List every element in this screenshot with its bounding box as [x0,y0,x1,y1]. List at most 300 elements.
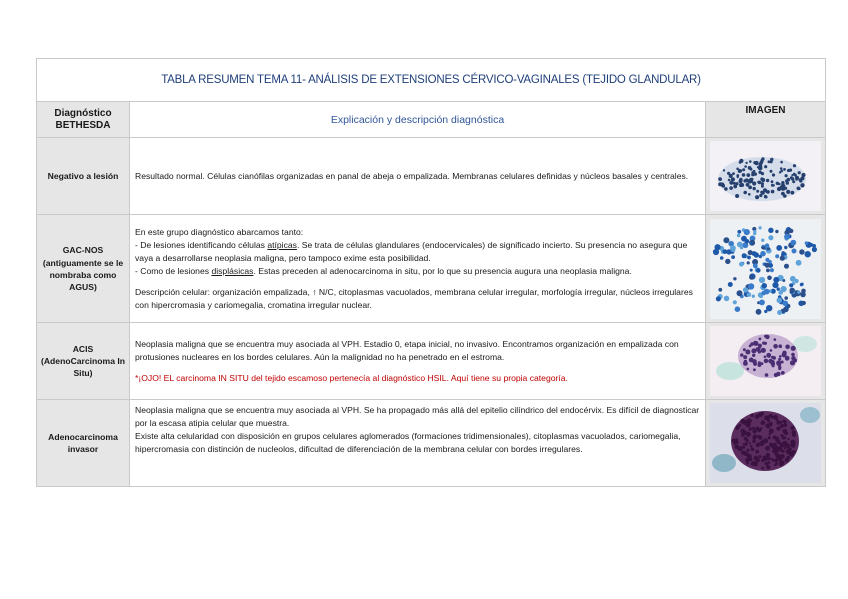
cell-nucleus [749,160,752,163]
cell-nucleus [768,260,772,264]
cell-nucleus [748,283,754,289]
cell-nucleus [737,229,741,233]
cell-nucleus [738,446,743,451]
cell-nucleus [754,252,759,257]
cell-nucleus [768,461,771,464]
cell-nucleus [743,355,747,359]
cell-nucleus [759,162,762,165]
cell-nucleus [723,237,729,243]
cell-nucleus [751,414,754,417]
cell-nucleus [755,195,759,199]
cell-nucleus [752,294,755,297]
cell-nucleus [771,190,775,194]
warning-note: *¡OJO! EL carcinoma IN SITU del tejido escamoso pertenecía al diagnóstico HSIL. Aquí tiene su propia categoría. [135,372,568,383]
cell-nucleus [761,348,766,353]
cell-nucleus [750,445,753,448]
cell-nucleus [774,373,778,377]
cell-nucleus [740,245,743,248]
cell-nucleus [773,344,778,349]
cell-nucleus [765,446,770,451]
cell-nucleus [800,183,804,187]
cell-nucleus [759,338,762,341]
cell-nucleus [812,244,816,248]
cell-nucleus [765,462,768,465]
cell-nucleus [767,354,771,358]
cell-nucleus [776,426,780,430]
cell-nucleus [753,368,756,371]
cell-nucleus [761,238,764,241]
diagnosis-cell [37,323,130,400]
cell-nucleus [777,310,782,315]
cell-nucleus [767,423,771,427]
cell-nucleus [718,287,722,291]
cell-nucleus [774,464,777,467]
cell-nucleus [721,183,724,186]
micrograph-invasive-icon [710,403,821,483]
diagnosis-note: (antiguamente se le nombraba como AGUS) [42,258,124,292]
cell-nucleus [781,361,784,364]
cell-nucleus [802,300,806,304]
cell-nucleus [776,437,779,440]
cell-nucleus [764,342,767,345]
cell-nucleus [749,442,751,444]
cell-nucleus [765,440,768,443]
cell-nucleus [765,262,770,267]
description-intro: En este grupo diagnóstico abarcamos tanto: [135,226,304,237]
cell-nucleus [760,427,762,429]
cell-nucleus [784,233,790,239]
cell-nucleus [778,183,781,186]
cell-nucleus [776,245,782,251]
cell-nucleus [756,428,759,431]
cell-nucleus [780,255,785,260]
micrograph-acis-icon [710,326,821,396]
cell-nucleus [771,360,775,364]
cell-nucleus [728,179,731,182]
cell-nucleus [750,268,753,271]
cell-nucleus [753,187,756,190]
cell-nucleus [749,427,752,430]
cell-nucleus [784,187,787,190]
cell-nucleus [736,168,739,171]
cell-nucleus [769,433,771,435]
cell-nucleus [743,191,747,195]
cell-nucleus [762,283,767,288]
summary-table [36,101,826,487]
cell-nucleus [777,287,780,290]
cell-nucleus [781,181,784,184]
cell-nucleus [792,293,795,296]
diagnosis-note: (AdenoCarcinoma In Situ) [40,356,126,378]
cell-nucleus [786,181,789,184]
cell-nucleus [775,446,778,449]
cell-nucleus [723,249,728,254]
cell-nucleus [733,277,736,280]
description-cells: Descripción celular: organización empalizada, ↑ N/C, citoplasmas vacuolados, membrana celular irregular, morfología irregular, núcleos irregulares con hipercromasia y cariomegalia, cromatina irregular nuclear. [135,286,693,310]
cell-nucleus [796,259,802,265]
cell-nucleus [784,245,787,248]
cell-nucleus [731,255,735,259]
cell-nucleus [743,287,748,292]
cell-nucleus [750,342,754,346]
cell-nucleus [768,436,771,439]
cell-nucleus [728,282,733,287]
cell-nucleus [767,415,770,418]
cell-nucleus [767,275,772,280]
cell-nucleus [792,180,795,183]
cell-nucleus [805,251,811,257]
underlined-term: displásicas [211,265,254,276]
cell-nucleus [798,187,801,190]
bullet-text: . Se trata de células glandulares (endocervicales) de significado incierto. Su presencia no asegura que vaya a desarrollarse neoplasia maligna, pero tampoco exime esta posibilidad. [135,239,688,263]
cell-nucleus [774,338,777,341]
cell-nucleus [775,254,779,258]
cell-nucleus [731,178,734,181]
cell-nucleus [748,250,753,255]
cell-nucleus [747,255,751,259]
cell-nucleus [745,162,747,164]
cell-nucleus [772,356,776,360]
cell-nucleus [739,159,743,163]
cell-nucleus [740,169,743,172]
cell-nucleus [779,355,782,358]
title-box [36,58,826,101]
cell-nucleus [790,426,794,430]
cell-nucleus [768,227,773,232]
cell-nucleus [742,168,745,171]
cell-nucleus [799,249,804,254]
cell-nucleus [764,288,770,294]
cell-nucleus [764,359,768,363]
cell-nucleus [759,299,765,305]
cell-nucleus [743,431,747,435]
cell-nucleus [724,187,728,191]
cell-nucleus [767,419,770,422]
cell-nucleus [759,276,765,282]
cell-nucleus [746,439,749,442]
cell-nucleus [748,193,751,196]
cell-nucleus [783,420,786,423]
cell-nucleus [783,423,787,427]
cell-nucleus [759,194,762,197]
cell-nucleus [783,194,787,198]
cell-nucleus [761,157,764,160]
description-bullet-dysplastic [135,265,700,278]
cell-nucleus [797,290,800,293]
cell-nucleus [780,424,784,428]
diagnosis-label: ACIS [72,344,94,354]
cell-nucleus [787,446,790,449]
cell-nucleus [716,296,721,301]
cell-nucleus [739,179,743,183]
cell-nucleus [761,467,764,470]
cell-nucleus [772,173,775,176]
cell-nucleus [773,276,779,282]
cell-nucleus [780,454,785,459]
cell-nucleus [778,446,783,451]
cell-nucleus [791,177,794,180]
cell-nucleus [766,179,769,182]
cell-nucleus [765,335,769,339]
cell-nucleus [799,179,802,182]
cell-nucleus [764,356,767,359]
cell-nucleus [790,275,796,281]
cell-nucleus [790,287,795,292]
cell-nucleus [777,441,781,445]
cell-nucleus [780,186,783,189]
cell-nucleus [760,412,764,416]
cell-nucleus [771,184,774,187]
cell-nucleus [761,362,764,365]
cell-nucleus [758,344,762,348]
cell-nucleus [769,443,774,448]
cell-nucleus [723,169,725,171]
cell-nucleus [791,346,796,351]
cell-nucleus [742,173,746,177]
cell-nucleus [793,164,796,167]
diagnosis-cell [37,400,130,487]
cell-nucleus [787,438,789,440]
cell-nucleus [737,290,743,296]
cell-nucleus [729,186,733,190]
table-header-row [37,102,826,138]
table-row [37,400,826,487]
cell-nucleus [790,440,795,445]
image-cell [706,138,826,215]
page-title: TABLA RESUMEN TEMA 11- ANÁLISIS DE EXTENSIONES CÉRVICO-VAGINALES (TEJIDO GLANDULAR) [161,74,701,86]
cell-nucleus [782,461,785,464]
cell-nucleus [778,358,781,361]
cell-nucleus [735,426,739,430]
underlined-term: atípicas [267,239,297,250]
cell-nucleus [766,465,770,469]
cell-nucleus [749,179,753,183]
cell-nucleus [777,363,781,367]
description-cell [130,323,706,400]
cell-nucleus [780,170,783,173]
cell-nucleus [780,161,783,164]
cell-nucleus [745,239,750,244]
header-image: IMAGEN [706,102,826,138]
cell-nucleus [771,458,774,461]
cell-nucleus [754,341,759,346]
cell-nucleus [798,171,801,174]
description-cell [130,400,706,487]
cell-nucleus [735,306,741,312]
table-row [37,215,826,323]
cell-nucleus [743,348,746,351]
image-cell [706,215,826,323]
cell-nucleus [737,176,739,178]
diagnosis-label: GAC-NOS [62,245,104,255]
cell-nucleus [761,420,766,425]
cell-nucleus [757,181,760,184]
cell-nucleus [739,424,742,427]
diagnosis-cell [37,138,130,215]
cell-nucleus [789,228,793,232]
cell-nucleus [800,282,803,285]
bullet-text: . Estas preceden al adenocarcinoma in situ, por lo que su presencia augura una neoplasia maligna. [253,265,632,276]
cell-nucleus [786,449,791,454]
table-row [37,138,826,215]
cell-nucleus [758,435,762,439]
cell-nucleus [744,229,750,235]
cell-nucleus [753,170,756,173]
image-cell [706,323,826,400]
image-cell [706,400,826,487]
cell-nucleus [742,253,747,258]
cell-nucleus [778,344,782,348]
cell-nucleus [752,440,756,444]
cell-nucleus [770,349,773,352]
cell-nucleus [744,165,747,168]
cell-nucleus [783,300,789,306]
cell-nucleus [720,256,724,260]
cell-nucleus [715,244,721,250]
cell-nucleus [784,296,788,300]
cell-nucleus [755,414,760,419]
description-cell [130,138,706,215]
cell-nucleus [780,460,783,463]
cell-nucleus [789,283,793,287]
cell-nucleus [781,371,785,375]
cell-nucleus [753,229,756,232]
header-diagnosis [37,102,130,138]
cell-nucleus [743,361,748,366]
cell-nucleus [756,458,760,462]
cell-nucleus [745,458,750,463]
cell-nucleus [729,181,733,185]
summary-page [36,58,826,487]
cell-nucleus [725,258,730,263]
cell-nucleus [755,450,759,454]
cell-nucleus [760,191,763,194]
cell-nucleus [783,168,786,171]
cell-nucleus [785,345,790,350]
micrograph-honeycomb-icon [710,141,821,211]
cell-nucleus [764,309,767,312]
cell-nucleus [747,261,750,264]
cell-nucleus [747,368,750,371]
cell-nucleus [733,185,737,189]
cell-nucleus [783,184,786,187]
cell-nucleus [743,451,748,456]
diagnosis-label: Adenocarcinoma invasor [48,432,118,454]
cell-nucleus [787,178,791,182]
cell-nucleus [776,419,779,422]
cell-nucleus [791,353,795,357]
cell-nucleus [748,186,752,190]
cell-nucleus [768,160,771,163]
cell-nucleus [772,282,778,288]
header-diagnosis-line1: Diagnóstico [54,107,112,119]
description-text: Neoplasia maligna que se encuentra muy asociada al VPH. Estadio 0, etapa inicial, no invasivo. Encontramos organización en empalizada con protusiones nucleares en los bordes celulares. Aún la malignidad no ha penetrado en el estroma. [135,338,679,362]
cell-nucleus [732,439,736,443]
cell-nucleus [764,165,767,168]
cell-nucleus [795,178,798,181]
cell-nucleus [746,173,750,177]
cell-nucleus [782,450,785,453]
cell-nucleus [790,239,796,245]
cell-nucleus [780,421,783,424]
cell-nucleus [792,248,797,253]
cell-nucleus [752,436,756,440]
cell-nucleus [766,268,770,272]
cell-nucleus [769,429,774,434]
cell-nucleus [743,179,746,182]
cell-nucleus [748,454,752,458]
description-bullet-atypical [135,239,700,265]
cell-nucleus [776,454,781,459]
cell-nucleus [743,443,745,445]
cell-nucleus [749,275,754,280]
cell-nucleus [783,442,787,446]
cell-nucleus [759,226,762,229]
cell-nucleus [735,194,739,198]
cell-nucleus [792,433,796,437]
cell-nucleus [777,421,781,425]
cell-nucleus [749,358,754,363]
cell-nucleus [791,356,795,360]
cell-nucleus [786,190,790,194]
cell-nucleus [718,177,722,181]
cell-nucleus [765,196,768,199]
cell-nucleus [766,453,770,457]
cell-nucleus [754,161,758,165]
bullet-text: - De lesiones identificando células [135,239,268,250]
description-text-cells: Existe alta celularidad con disposición en grupos celulares aglomerados (formaciones tridimensionales), citoplasmas vacuolados, cariomegalia, hipercromasia con distinción de nucleolos, dificultad de diferenciación de la membrana celular con bordes irregulares. [135,431,681,454]
cell-nucleus [801,288,806,293]
description-cell [130,215,706,323]
header-diagnosis-line2: BETHESDA [55,119,111,131]
cell-nucleus [765,191,767,193]
cell-nucleus [750,241,753,244]
cell-nucleus [781,434,784,437]
description-text: Resultado normal. Células cianófilas organizadas en panal de abeja o empalizada. Membranas celulares definidas y núcleos basales y centrales. [135,170,689,181]
cell-nucleus [773,415,778,420]
cell-nucleus [761,172,764,175]
cell-nucleus [783,436,786,439]
diagnosis-cell [37,215,130,323]
cell-nucleus [775,229,778,232]
cell-nucleus [770,170,773,173]
cell-nucleus [757,166,759,168]
cell-nucleus [768,235,773,240]
cell-nucleus [765,243,770,248]
cell-nucleus [761,440,765,444]
cell-nucleus [780,167,783,170]
cell-nucleus [782,352,787,357]
cell-nucleus [761,185,764,188]
micrograph-atypical-glandular-icon [710,219,821,319]
description-text: Neoplasia maligna que se encuentra muy asociada al VPH. Se ha propagado más allá del epitelio cilíndrico del endocérvix. Es difícil de diagnosticar por la escasa atipia celular que muestra. [135,405,700,428]
cell-nucleus [760,250,766,256]
cell-nucleus [729,174,733,178]
cell-nucleus [777,297,783,303]
cell-nucleus [756,268,761,273]
cell-nucleus [774,458,778,462]
cell-nucleus [765,373,769,377]
cell-nucleus [751,448,755,452]
cell-nucleus [732,172,735,175]
cell-nucleus [787,456,790,459]
cell-nucleus [784,263,789,268]
cell-nucleus [790,360,795,365]
diagnosis-label: Negativo a lesión [47,171,119,181]
cell-nucleus [760,177,763,180]
cell-nucleus [753,362,757,366]
cell-nucleus [731,247,736,252]
